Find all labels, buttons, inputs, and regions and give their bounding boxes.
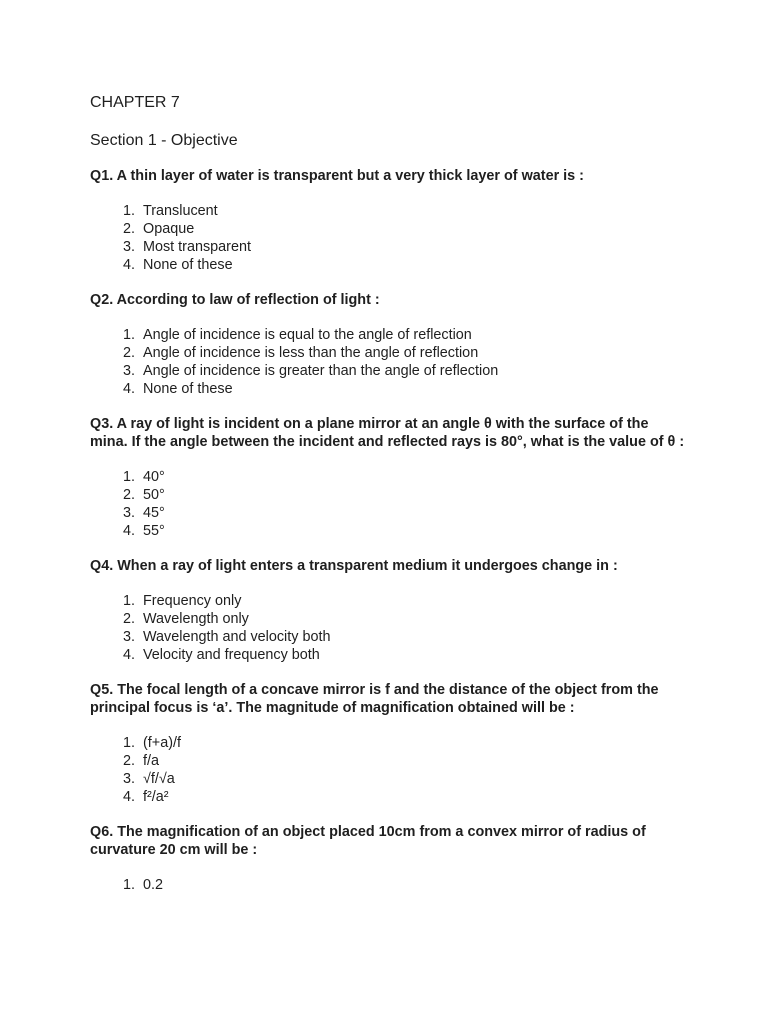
option-item xyxy=(90,326,690,344)
option-text: Angle of incidence is less than the angle of reflection xyxy=(143,345,479,361)
question-1: Q1. A thin layer of water is transparent but a very thick layer of water is : xyxy=(90,168,584,184)
option-text: None of these xyxy=(143,381,233,397)
question-2: Q2. According to law of reflection of light : xyxy=(90,292,380,308)
option-item xyxy=(90,788,690,806)
option-text: Wavelength and velocity both xyxy=(143,629,331,645)
option-item xyxy=(90,238,690,256)
question-4: Q4. When a ray of light enters a transparent medium it undergoes change in : xyxy=(90,558,618,574)
options-list-q4 xyxy=(90,592,690,664)
section-title: Section 1 - Objective xyxy=(90,132,238,149)
option-number: 4. xyxy=(122,789,135,805)
option-number: 2. xyxy=(122,487,135,503)
option-number: 3. xyxy=(122,771,135,787)
option-item xyxy=(90,752,690,770)
option-item xyxy=(90,202,690,220)
option-item xyxy=(90,610,690,628)
option-number: 1. xyxy=(122,593,135,609)
option-number: 3. xyxy=(122,363,135,379)
option-text: Most transparent xyxy=(143,239,251,255)
option-item xyxy=(90,628,690,646)
question-5: Q5. The focal length of a concave mirror is f and the distance of the object from the principal focus is ‘a’. The magnitude of magnification obtained will be : xyxy=(90,682,659,716)
option-item xyxy=(90,734,690,752)
option-text: Angle of incidence is equal to the angle of reflection xyxy=(143,327,472,343)
document-content xyxy=(90,92,690,911)
option-number: 1. xyxy=(122,203,135,219)
options-list-q2 xyxy=(90,326,690,398)
option-text: Velocity and frequency both xyxy=(143,647,320,663)
option-number: 4. xyxy=(122,523,135,539)
option-text: Translucent xyxy=(143,203,218,219)
option-text: Wavelength only xyxy=(143,611,249,627)
option-item xyxy=(90,380,690,398)
option-text: √f/√a xyxy=(143,771,175,787)
option-text: 0.2 xyxy=(143,877,164,893)
option-number: 1. xyxy=(122,735,135,751)
option-item xyxy=(90,468,690,486)
option-item xyxy=(90,592,690,610)
option-number: 4. xyxy=(122,257,135,273)
option-item xyxy=(90,646,690,664)
option-text: (f+a)/f xyxy=(143,735,181,751)
option-number: 1. xyxy=(122,877,135,893)
options-list-q6 xyxy=(90,876,690,894)
option-item xyxy=(90,220,690,238)
option-number: 1. xyxy=(122,469,135,485)
option-number: 2. xyxy=(122,611,135,627)
option-text: f²/a² xyxy=(143,789,169,805)
option-text: Opaque xyxy=(143,221,195,237)
option-number: 2. xyxy=(122,221,135,237)
options-list-q1 xyxy=(90,202,690,274)
option-item xyxy=(90,362,690,380)
option-number: 2. xyxy=(122,345,135,361)
option-number: 3. xyxy=(122,629,135,645)
options-list-q5 xyxy=(90,734,690,806)
option-number: 2. xyxy=(122,753,135,769)
option-number: 4. xyxy=(122,647,135,663)
option-text: 55° xyxy=(143,523,165,539)
option-item xyxy=(90,522,690,540)
option-item xyxy=(90,504,690,522)
option-text: 50° xyxy=(143,487,165,503)
question-6: Q6. The magnification of an object placed 10cm from a convex mirror of radius of curvature 20 cm will be : xyxy=(90,824,646,858)
chapter-title: CHAPTER 7 xyxy=(90,94,180,111)
option-item xyxy=(90,486,690,504)
option-number: 3. xyxy=(122,239,135,255)
option-item xyxy=(90,876,690,894)
option-text: 40° xyxy=(143,469,165,485)
option-text: 45° xyxy=(143,505,165,521)
option-text: Frequency only xyxy=(143,593,242,609)
option-item xyxy=(90,770,690,788)
option-item xyxy=(90,256,690,274)
option-item xyxy=(90,344,690,362)
question-3: Q3. A ray of light is incident on a plane mirror at an angle θ with the surface of the mina. If the angle between the incident and reflected rays is 80°, what is the value of θ : xyxy=(90,416,685,450)
option-text: None of these xyxy=(143,257,233,273)
options-list-q3 xyxy=(90,468,690,540)
option-text: f/a xyxy=(143,753,159,769)
option-text: Angle of incidence is greater than the angle of reflection xyxy=(143,363,499,379)
option-number: 1. xyxy=(122,327,135,343)
option-number: 3. xyxy=(122,505,135,521)
option-number: 4. xyxy=(122,381,135,397)
